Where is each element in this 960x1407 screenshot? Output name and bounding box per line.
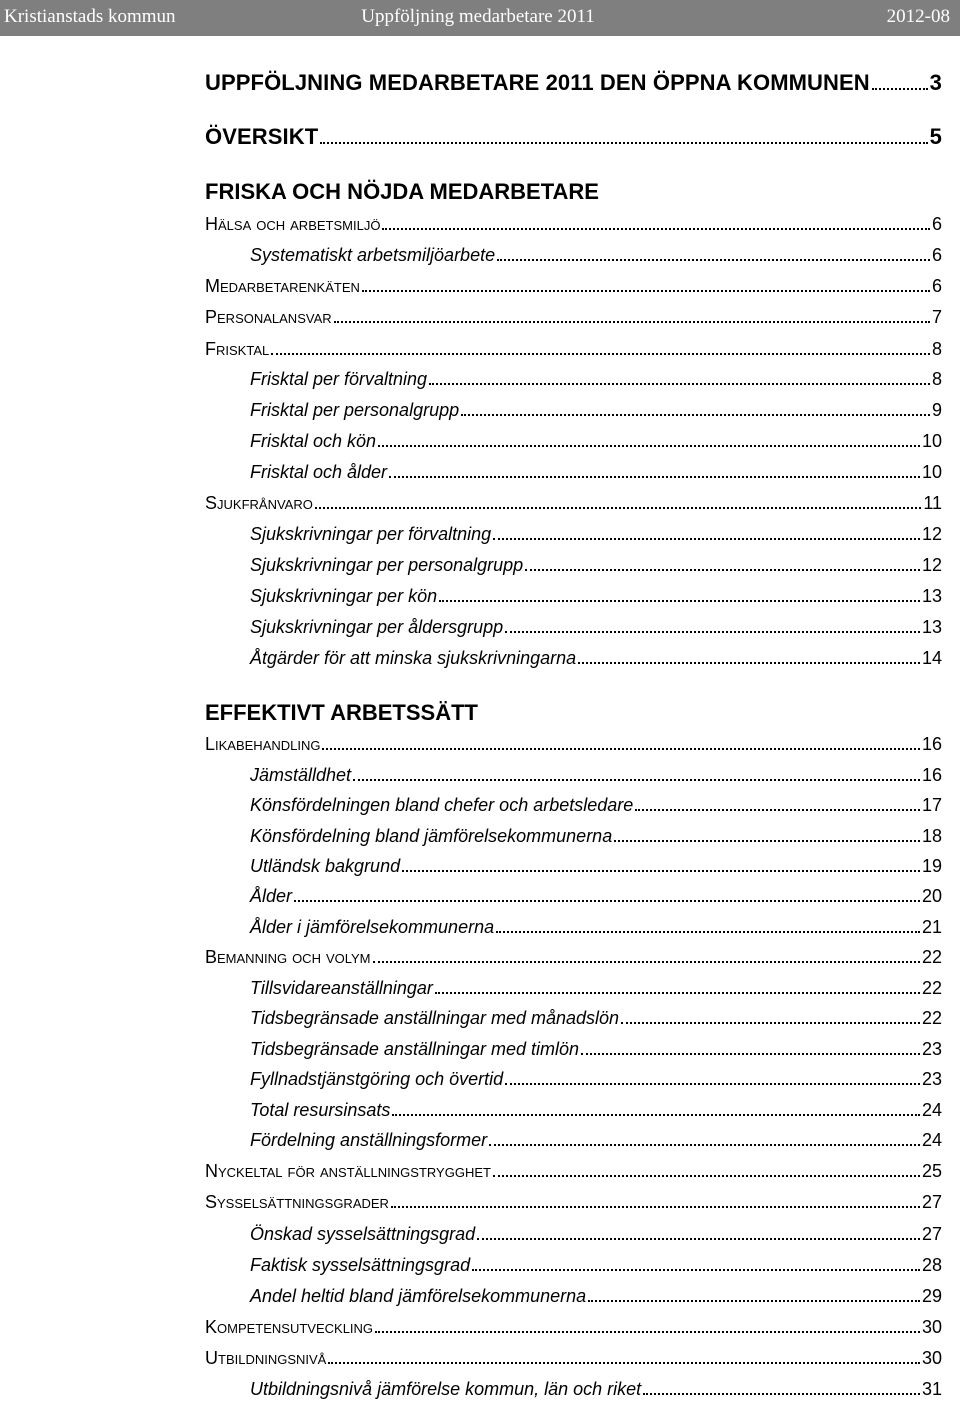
toc-section-heading: EFFEKTIVT ARBETSSÄTT: [205, 700, 478, 725]
header-organization: Kristianstads kommun: [4, 6, 176, 27]
toc-entry[interactable]: Hälsa och arbetsmiljö 6: [205, 214, 942, 234]
toc-entry[interactable]: Tidsbegränsade anställningar med månadslön 22: [250, 1008, 942, 1028]
toc-entry[interactable]: Sjukskrivningar per åldersgrupp 13: [250, 617, 942, 637]
toc-entry[interactable]: Frisktal per förvaltning 8: [250, 369, 942, 389]
toc-entry[interactable]: Sjukfrånvaro 11: [205, 493, 942, 513]
toc-entry[interactable]: Andel heltid bland jämförelsekommunerna 29: [250, 1286, 942, 1306]
toc-entry[interactable]: Faktisk sysselsättningsgrad 28: [250, 1255, 942, 1275]
toc-entry[interactable]: Önskad sysselsättningsgrad 27: [250, 1224, 942, 1244]
toc-entry[interactable]: Systematiskt arbetsmiljöarbete 6: [250, 245, 942, 265]
toc-entry[interactable]: Utländsk bakgrund 19: [250, 856, 942, 876]
toc-entry[interactable]: Könsfördelning bland jämförelsekommunerna 18: [250, 826, 942, 846]
toc-entry[interactable]: Tillsvidareanställningar 22: [250, 978, 942, 998]
toc-entry[interactable]: Total resursinsats 24: [250, 1100, 942, 1120]
toc-entry[interactable]: Fördelning anställningsformer 24: [250, 1130, 942, 1150]
toc-entry[interactable]: Ålder i jämförelsekommunerna 21: [250, 917, 942, 937]
toc-entry[interactable]: Sjukskrivningar per kön 13: [250, 586, 942, 606]
running-header: [0, 0, 960, 36]
toc-entry[interactable]: Personalansvar 7: [205, 307, 942, 327]
toc-entry[interactable]: Fyllnadstjänstgöring och övertid 23: [250, 1069, 942, 1089]
toc-entry[interactable]: Sjukskrivningar per förvaltning 12: [250, 524, 942, 544]
toc-entry[interactable]: Tidsbegränsade anställningar med timlön 23: [250, 1039, 942, 1059]
toc-entry[interactable]: Frisktal 8: [205, 339, 942, 359]
toc-section-heading: FRISKA OCH NÖJDA MEDARBETARE: [205, 179, 599, 204]
toc-entry[interactable]: Medarbetarenkäten 6: [205, 276, 942, 296]
header-document-title: Uppföljning medarbetare 2011: [361, 6, 595, 27]
toc-entry[interactable]: Bemanning och volym 22: [205, 947, 942, 967]
toc-entry[interactable]: Frisktal och ålder 10: [250, 462, 942, 482]
toc-entry[interactable]: Frisktal och kön 10: [250, 431, 942, 451]
toc-entry[interactable]: Sjukskrivningar per personalgrupp 12: [250, 555, 942, 575]
toc-entry[interactable]: Frisktal per personalgrupp 9: [250, 400, 942, 420]
toc-entry[interactable]: UPPFÖLJNING MEDARBETARE 2011 DEN ÖPPNA KOMMUNEN 3: [205, 70, 942, 95]
toc-entry[interactable]: Ålder 20: [250, 886, 942, 906]
toc-entry[interactable]: Sysselsättningsgrader 27: [205, 1192, 942, 1212]
toc-entry[interactable]: Utbildningsnivå 30: [205, 1348, 942, 1368]
toc-entry[interactable]: Könsfördelningen bland chefer och arbetsledare 17: [250, 795, 942, 815]
toc-entry[interactable]: Jämställdhet 16: [250, 765, 942, 785]
toc-entry[interactable]: Utbildningsnivå jämförelse kommun, län och riket 31: [250, 1379, 942, 1399]
toc-entry[interactable]: Åtgärder för att minska sjukskrivningarna 14: [250, 648, 942, 668]
toc-entry[interactable]: Kompetensutveckling 30: [205, 1317, 942, 1337]
header-date: 2012-08: [886, 6, 950, 27]
toc-entry[interactable]: Likabehandling 16: [205, 734, 942, 754]
toc-entry[interactable]: Nyckeltal för anställningstrygghet 25: [205, 1161, 942, 1181]
toc-entry[interactable]: ÖVERSIKT 5: [205, 124, 942, 149]
